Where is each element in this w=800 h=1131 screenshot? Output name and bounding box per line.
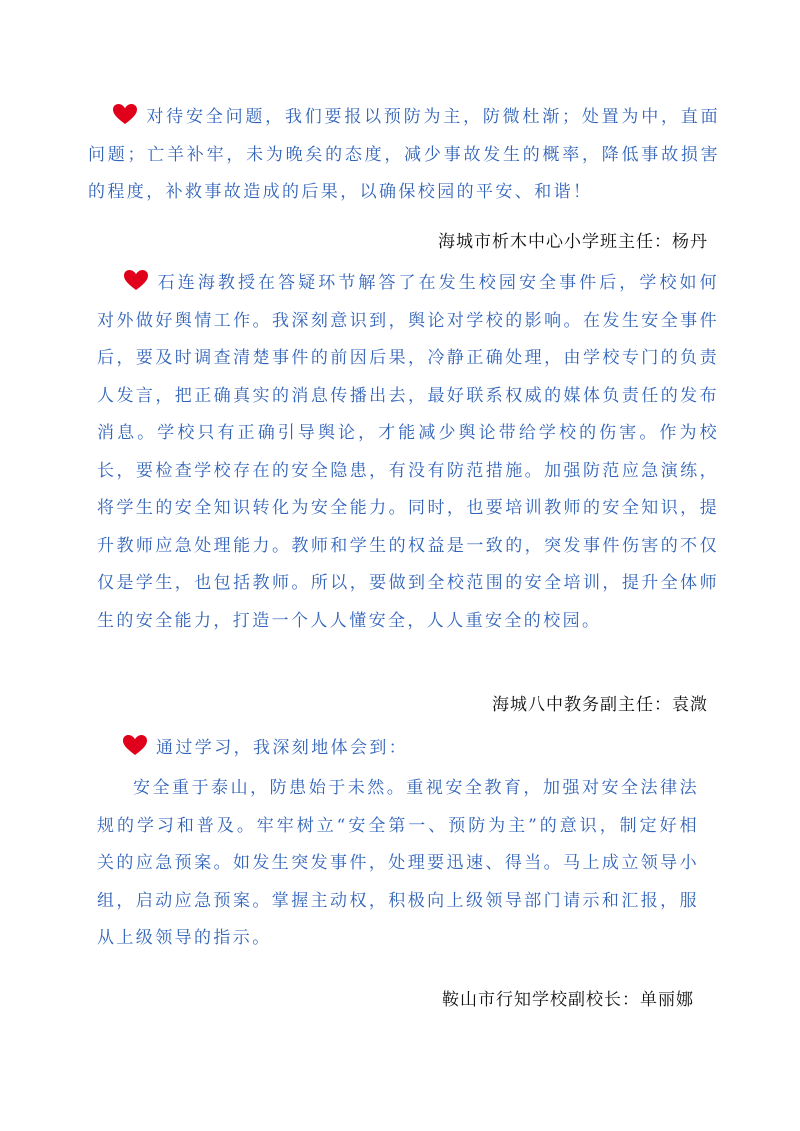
heart-icon: [123, 269, 149, 291]
reflection-intro: [122, 730, 722, 768]
heart-icon: [122, 734, 148, 756]
paragraph-text: 石连海教授在答疑环节解答了在发生校园安全事件后，学校如何对外做好舆情工作。我深刻意识到，舆论对学校的影响。在发生安全事件后，要及时调查清楚事件的前因后果，冷静正确处理，由学校专门的负责人发言，把正确真实的消息传播出去，最好联系权威的媒体负责任的发布消息。学校只有正确引导舆论，才能减少舆论带给学校的伤害。作为校长，要检查学校存在的安全隐患，有没有防范措施。加强防范应急演练，将学生的安全知识转化为安全能力。同时，也要培训教师的安全知识，提升教师应急处理能力。教师和学生的权益是一致的，突发事件伤害的不仅仅是学生，也包括教师。所以，要做到全校范围的安全培训，提升全体师生的安全能力，打造一个人人懂安全，人人重安全的校园。: [97, 273, 719, 631]
signature-2: 海城八中教务副主任：袁溦: [492, 695, 708, 715]
paragraph-text: 安全重于泰山，防患始于未然。重视安全教育，加强对安全法律法规的学习和普及。牢牢树立“安全第一、预防为主”的意识，制定好相关的应急预案。如发生突发事件，处理要迅速、得当。马上成立领导小组，启动应急预案。掌握主动权，积极向上级领导部门请示和汇报，服从上级领导的指示。: [97, 778, 699, 948]
paragraph-text: 对待安全问题，我们要报以预防为主，防微杜渐；处置为中，直面问题；亡羊补牢，未为晚矣的态度，减少事故发生的概率，降低事故损害的程度，补救事故造成的后果，以确保校园的平安、和谐！: [88, 107, 720, 202]
reflection-paragraph-3: [97, 770, 699, 958]
reflection-paragraph-2: [97, 265, 719, 640]
signature-3: 鞍山市行知学校副校长：单丽娜: [442, 990, 694, 1010]
reflection-paragraph-1: [88, 99, 720, 212]
signature-1: 海城市析木中心小学班主任：杨丹: [438, 232, 708, 252]
heart-icon: [112, 103, 138, 125]
intro-text: 通过学习，我深刻地体会到：: [156, 738, 409, 758]
